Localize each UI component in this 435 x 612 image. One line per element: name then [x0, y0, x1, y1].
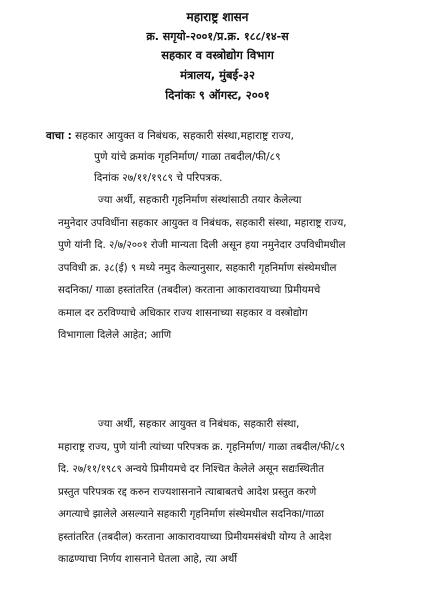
government-title: महाराष्ट्र शासन	[186, 10, 249, 24]
paragraph-line: नमुनेदार उपविधींना सहकार आयुक्त व निबंधक, सहकारी संस्था, महाराष्ट्र राज्य,	[58, 217, 347, 229]
paragraph-whereas-1	[58, 190, 430, 348]
reference-line: दिनांक २७/११/१९८९ चे परिपत्रक.	[94, 172, 223, 184]
paragraph-line: महाराष्ट्र राज्य, पुणे यांनी त्यांच्या परिपत्रक क्र. गृहनिर्माण/ गाळा तबदील/फी/८९	[58, 441, 346, 453]
document-date: दिनांकः ९ ऑगस्ट, २००१	[165, 88, 270, 102]
paragraph-whereas-2	[58, 414, 430, 572]
department-name: सहकार व वस्त्रोद्योग विभाग	[161, 48, 274, 62]
reference-number: क्र. सगृयो-२००१/प्र.क्र. १८८/१४-स	[146, 30, 289, 43]
paragraph-line: सदनिका/ गाळा हस्तांतरित (तबदील) करताना आकारावयाच्या प्रिमीयमचे	[58, 285, 321, 296]
paragraph-line: उपविधी क्र. ३८(ई) ९ मध्ये नमुद केल्यानुसार, सहकारी गृहनिर्माण संस्थेमधील	[58, 262, 337, 274]
reference-line: सहकार आयुक्त व निबंधक, सहकारी संस्था,महाराष्ट्र राज्य,	[75, 130, 294, 142]
paragraph-line: विभागाला दिलेले आहेत; आणि	[58, 330, 172, 341]
paragraph-line: हस्तांतरित (तबदील) करताना आकारावयाच्या प्रिमीयमसंबंधी योग्य ते आदेश	[58, 531, 332, 543]
reference-label: वाचा :	[46, 130, 72, 142]
paragraph-line: प्रस्तुत परिपत्रक रद्द करुन राज्यशासनाने त्याबाबतचे आदेश प्रस्तुत करणे	[58, 486, 317, 498]
paragraph-line: दि. २७/११/१९८९ अन्वये प्रिमीयमचे दर निश्चित केलेले असून सद्यःस्थितीत	[58, 464, 325, 475]
paragraph-line: काढण्याचा निर्णय शासनाने घेतला आहे, त्या अर्थी	[58, 554, 237, 565]
paragraph-line: ज्या अर्थी, सहकारी गृहनिर्माण संस्थांसाठी तयार केलेल्या	[98, 195, 302, 206]
paragraph-line: ज्या अर्थी, सहकार आयुक्त व निबंधक, सहकारी संस्था,	[98, 419, 300, 430]
paragraph-line: अगत्याचे झालेले असल्याने सहकारी गृहनिर्माण संस्थेमधील सदनिका/गाळा	[58, 509, 324, 520]
office-address: मंत्रालय, मुंबई-३२	[180, 68, 255, 82]
paragraph-line: पुणे यांनी दि. २/७/२००१ रोजी मान्यता दिली असून हया नमुनेदार उपविधीमधील	[58, 240, 346, 251]
paragraph-line: कमाल दर ठरविण्याचे अधिकार राज्य शासनाच्या सहकार व वस्त्रोद्योग	[58, 307, 308, 319]
read-reference	[46, 126, 426, 189]
reference-line: पुणे यांचे क्रमांक गृहनिर्माण/ गाळा तबदील/फी/८९	[94, 151, 281, 163]
